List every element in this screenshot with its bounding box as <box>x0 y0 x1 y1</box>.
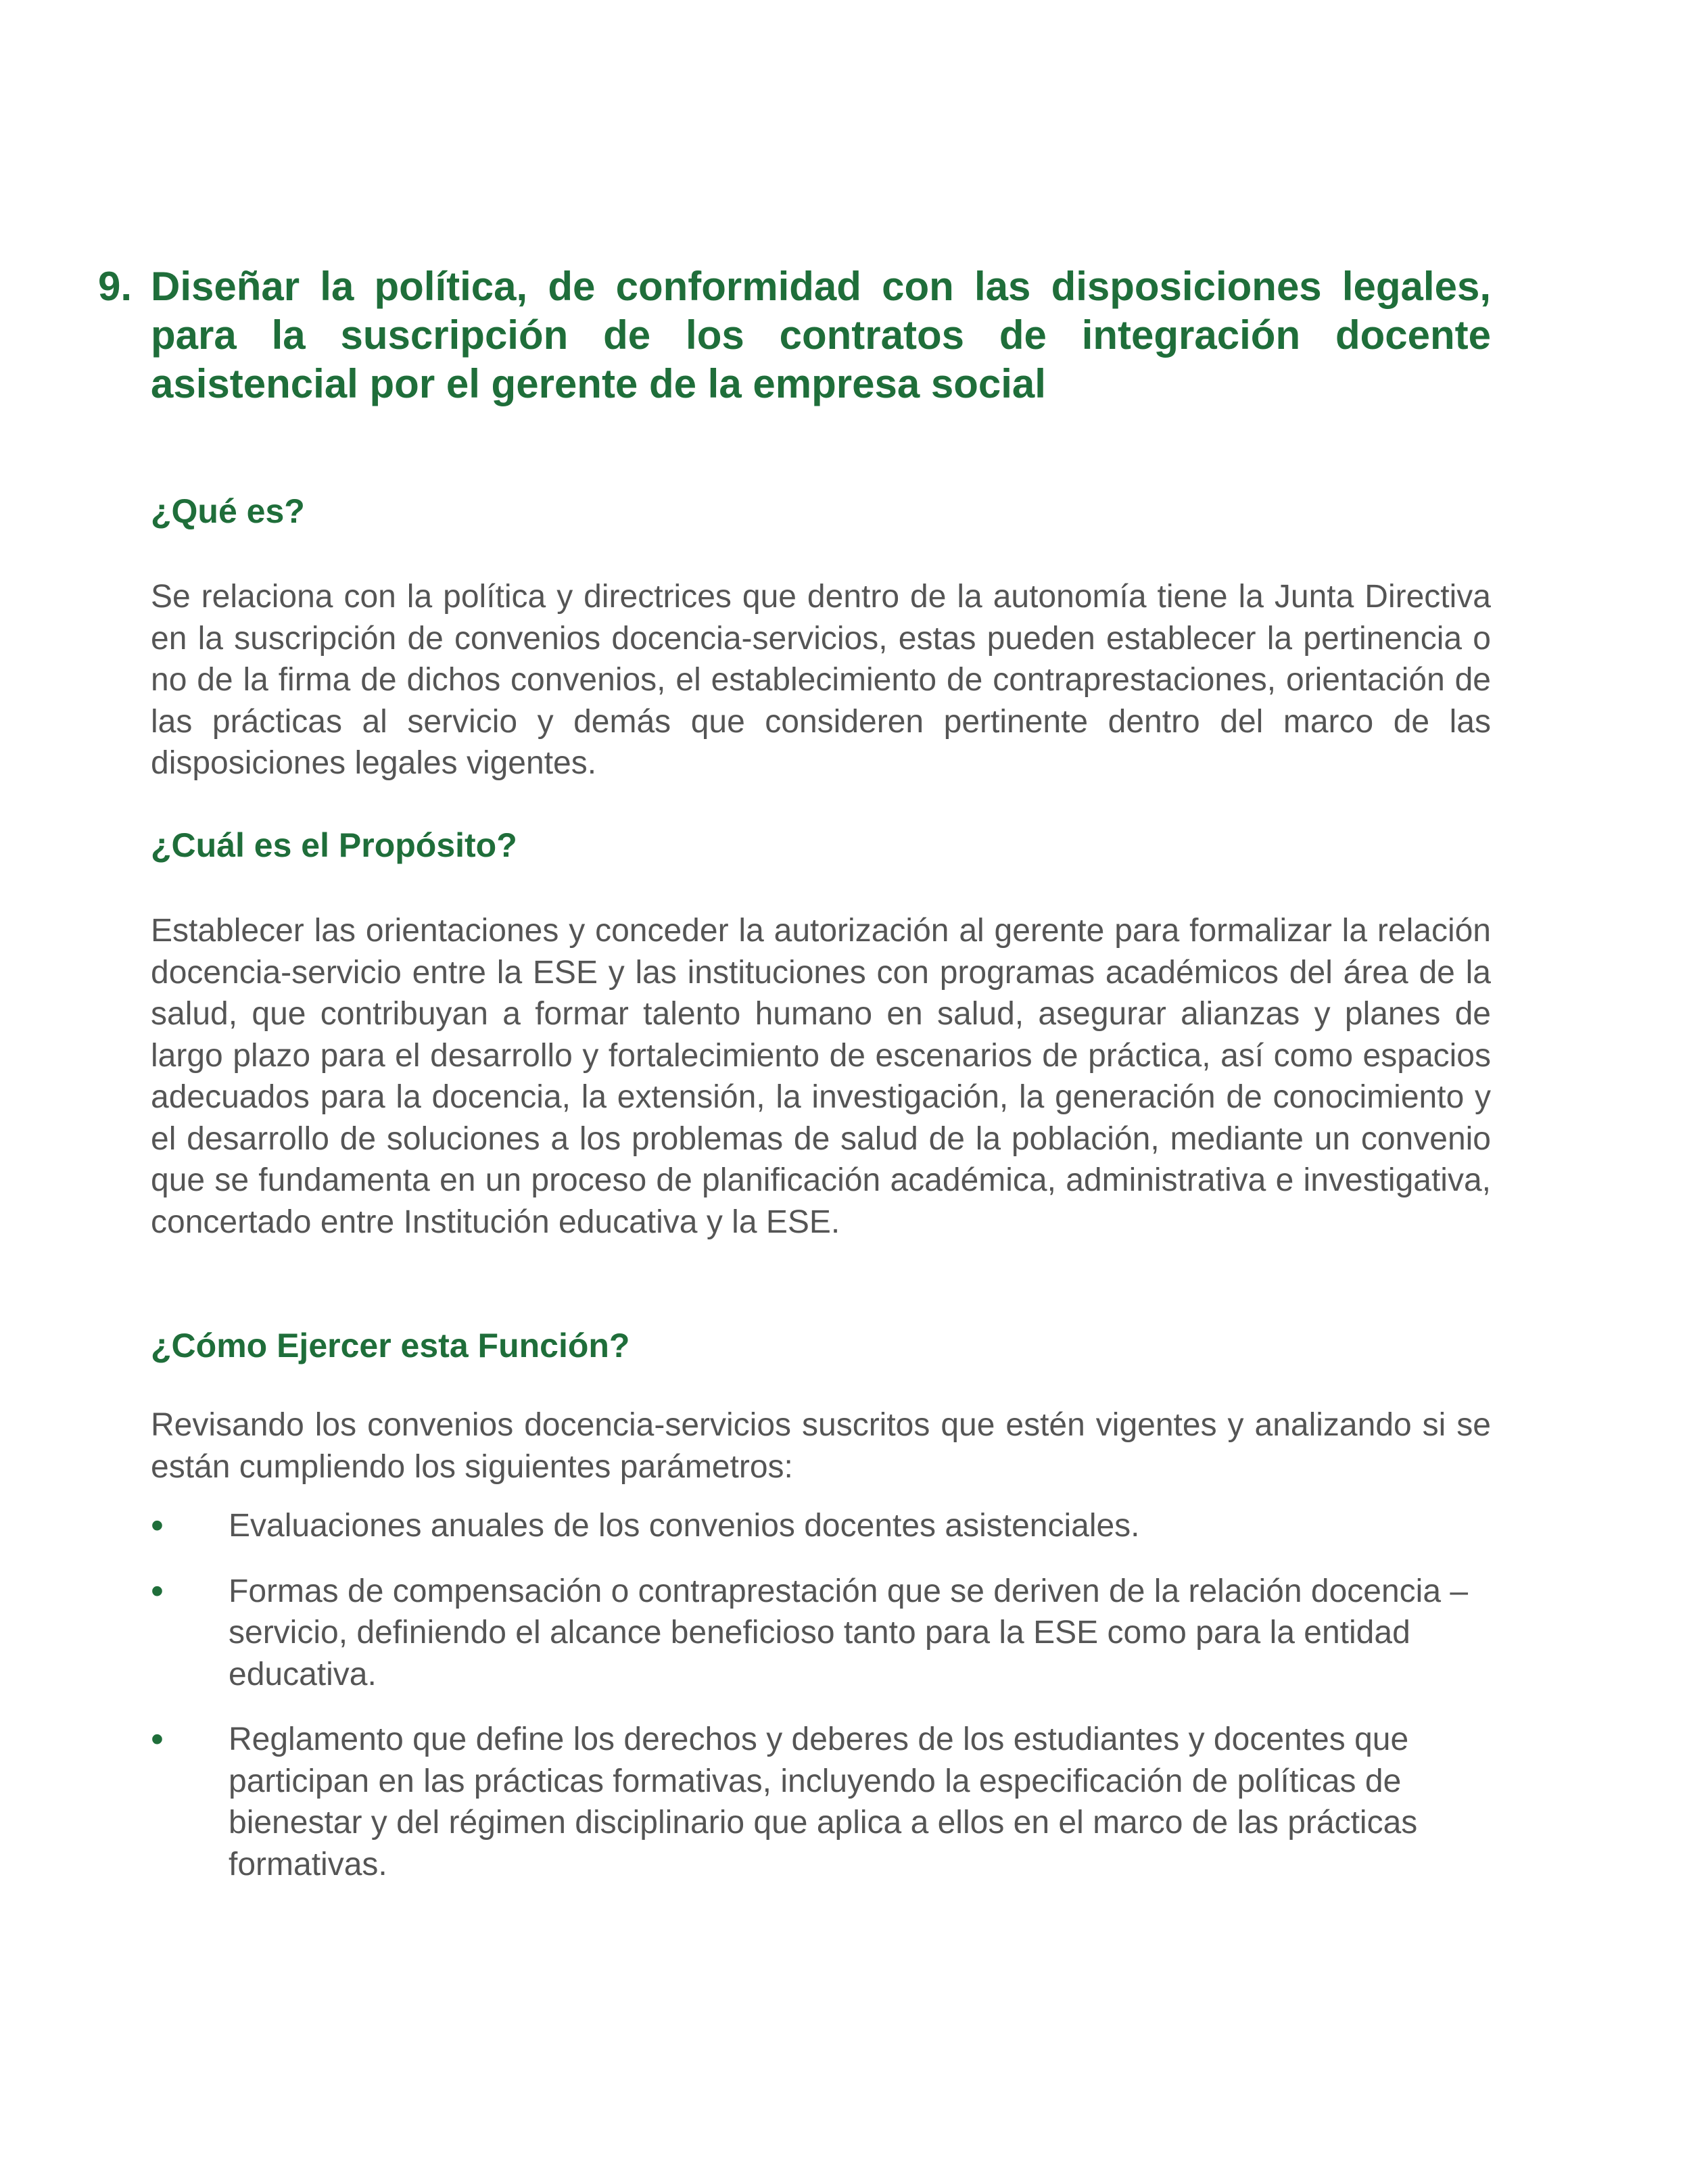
heading-title: Diseñar la política, de conformidad con las disposiciones legales, para la suscripción de los contratos de integración docente asistencial por el gerente de la empresa social <box>151 264 1491 406</box>
bullet-icon: • <box>151 1505 164 1546</box>
subheading-que-es: ¿Qué es? <box>151 492 305 530</box>
heading-number: 9. <box>98 264 133 309</box>
list-item-text: Formas de compensación o contraprestación que se deriven de la relación docencia – servicio, definiendo el alcance beneficioso tanto para la ESE como para la entidad educativa. <box>229 1573 1469 1692</box>
list-item <box>151 1571 1491 1696</box>
list-item-text: Reglamento que define los derechos y deberes de los estudiantes y docentes que participan en las prácticas formativas, incluyendo la especificación de políticas de bienestar y del régimen disciplinario que aplica a ellos en el marco de las prácticas formativas. <box>229 1722 1418 1882</box>
paragraph-como-ejercer: Revisando los convenios docencia-servicios suscritos que estén vigentes y analizando si se están cumpliendo los siguientes parámetros: <box>151 1407 1491 1485</box>
bullet-icon: • <box>151 1570 164 1611</box>
subheading-proposito: ¿Cuál es el Propósito? <box>151 826 517 864</box>
paragraph-que-es: Se relaciona con la política y directrices que dentro de la autonomía tiene la Junta Directiva en la suscripción de convenios docencia-servicios, estas pueden establecer la pertinencia o no de la firma de dichos convenios, el establecimiento de contraprestaciones, orientación de las prácticas al servicio y demás que consideren pertinente dentro del marco de las disposiciones legales vigentes. <box>151 579 1491 781</box>
list-item <box>151 1505 1491 1547</box>
subheading-como-ejercer: ¿Cómo Ejercer esta Función? <box>151 1327 630 1364</box>
paragraph-proposito: Establecer las orientaciones y conceder la autorización al gerente para formalizar la relación docencia-servicio entre la ESE y las instituciones con programas académicos del área de la salud, que contribuyan a formar talento humano en salud, asegurar alianzas y planes de largo plazo para el desarrollo y fortalecimiento de escenarios de práctica, así como espacios adecuados para la docencia, la extensión, la investigación, la generación de conocimiento y el desarrollo de soluciones a los problemas de salud de la población, mediante un convenio que se fundamenta en un proceso de planificación académica, administrativa e investigativa, concertado entre Institución educativa y la ESE. <box>151 913 1491 1240</box>
parameters-list <box>151 1505 1491 1885</box>
list-item <box>151 1719 1491 1885</box>
list-item-text: Evaluaciones anuales de los convenios docentes asistenciales. <box>229 1508 1140 1544</box>
bullet-icon: • <box>151 1719 164 1759</box>
section-heading <box>98 262 1491 408</box>
